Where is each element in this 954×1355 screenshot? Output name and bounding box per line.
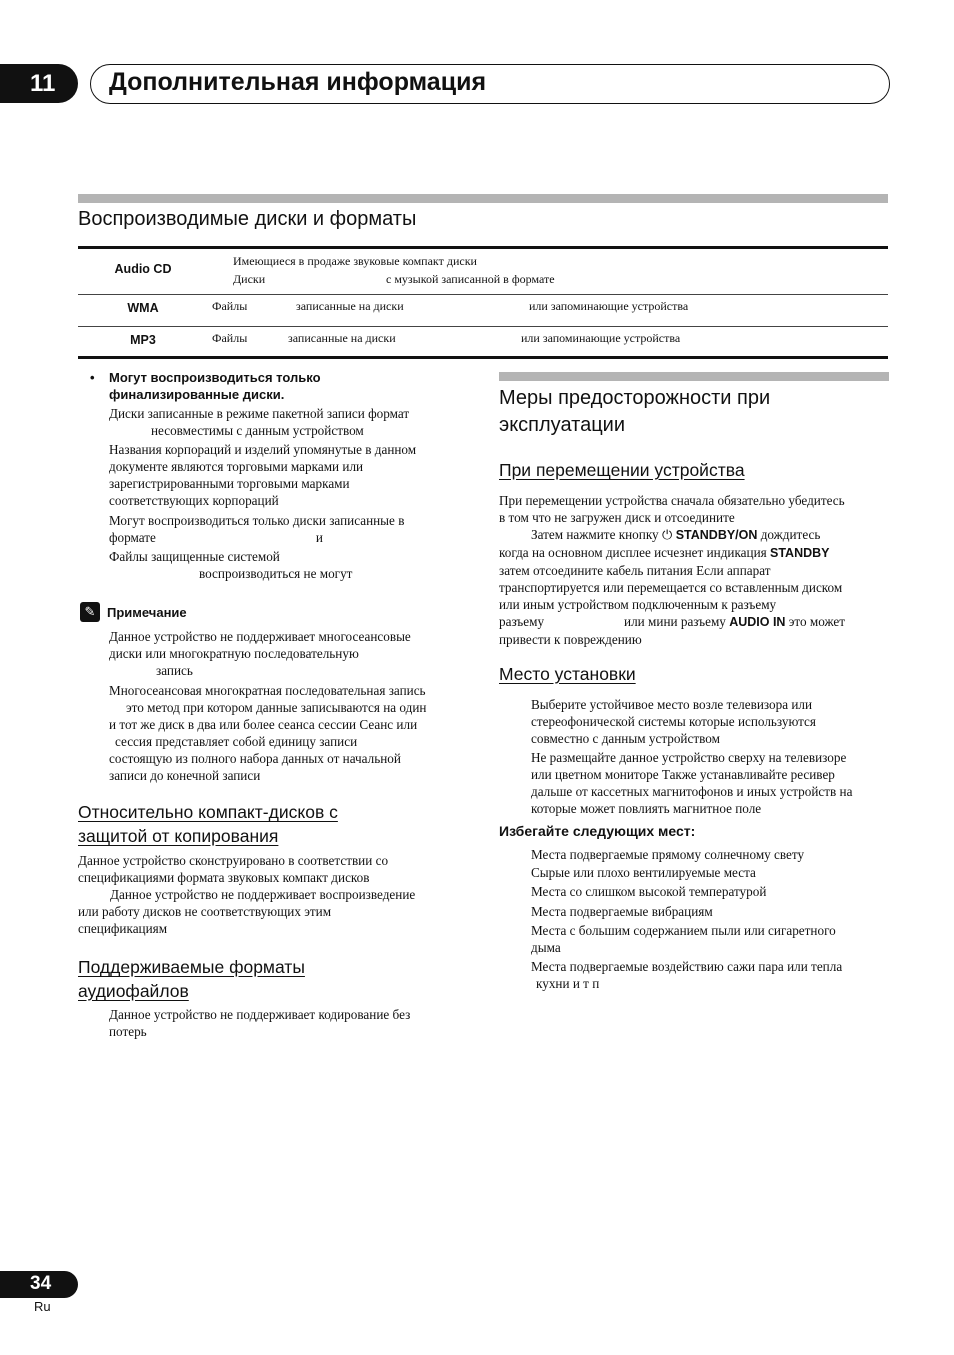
chapter-number: 11 [30,70,56,97]
section-divider-bar [78,194,888,203]
note-item: Данное устройство не поддерживает многосеансовые диски или многократную последовательную запись [109,629,411,678]
section-title-playable-discs: Воспроизводимые диски и форматы [78,208,417,230]
avoid-item: Места подвергаемые воздействию сажи пара или тепла кухни и т п [531,959,843,991]
table-top-rule [78,246,888,249]
chapter-title-frame [90,64,890,104]
paragraph: Данное устройство сконструировано в соответствии со спецификациями формата звуковых компакт дисков Данное устройство не поддерживает воспроизведение или работу дисков не соответствующих этим спецификациям [78,853,416,936]
bullet-heading-line: Могут воспроизводиться только [109,370,321,385]
table-cell: Файлы [212,299,248,313]
page-number-badge [0,1271,78,1298]
list-item: Не размещайте данное устройство сверху на телевизоре или цветном мониторе Также устанавливайте ресивер дальше от кассетных магнитофонов и иных устройств на которые может повлиять магнитное поле [531,750,853,816]
table-row-label: Audio CD [114,262,172,276]
avoid-item: Сырые или плохо вентилируемые места [531,865,756,880]
bullet-dot: • [90,370,95,385]
note-label: Примечание [107,605,187,620]
avoid-item: Места подвергаемые вибрациям [531,904,713,919]
list-item: Файлы защищенные системой воспроизводиться не могут [109,549,353,581]
list-item: Названия корпораций и изделий упомянутые в данном документе являются торговыми марками или зарегистрированными торговыми марками соответствующих корпораций [109,442,417,508]
table-cell: или запоминающие устройства [529,299,689,313]
language-code: Ru [34,1299,51,1314]
table-row-label: MP3 [130,333,156,347]
subsection-title-moving: При перемещении устройства [499,460,745,480]
table-cell: или запоминающие устройства [521,331,681,345]
bullet-heading-line: финализированные диски. [109,387,285,402]
page-number: 34 [30,1273,52,1294]
table-row-divider [78,294,888,295]
paragraph: Данное устройство не поддерживает кодирование без потерь [109,1007,411,1039]
chapter-number-badge [0,64,78,103]
power-icon: ⏻ [661,527,673,542]
list-item: Могут воспроизводиться только диски записанные в формате и [109,513,405,545]
list-item: Выберите устойчивое место возле телевизора или стереофонической системы которые используются совместно с данным устройством [531,697,816,746]
section-title-precautions: Меры предосторожности при эксплуатации [499,387,771,436]
table-cell: Диски [233,272,266,286]
table-cell: записанные на диски [288,331,396,345]
avoid-heading: Избегайте следующих мест: [499,823,696,839]
table-cell: Файлы [212,331,248,345]
subsection-title-audio-formats: Поддерживаемые форматы аудиофайлов [78,957,305,1001]
table-row-label: WMA [127,301,159,315]
section-divider-bar [499,372,889,381]
table-row-divider [78,326,888,327]
pencil-icon: ✎ [80,602,100,622]
bullet-heading [109,369,321,403]
subsection-title-placement: Место установки [499,664,636,684]
note-item: Многосеансовая многократная последовательная запись это метод при котором данные записываются на один и тот же диск в два или более сеанса сессии Сеанс или сессия представляет собой единицу записи состоящую из полного набора данных от начальной записи до конечной записи [109,683,427,783]
table-cell: с музыкой записанной в формате [386,272,555,286]
list-item: Диски записанные в режиме пакетной записи формат несовместимы с данным устройством [109,406,410,438]
avoid-item: Места со слишком высокой температурой [531,884,767,899]
subsection-title-copy-protect: Относительно компакт-дисков с защитой от копирования [78,802,338,846]
paragraph: При перемещении устройства сначала обязательно убедитесь в том что не загружен диск и отсоедините Затем нажмите кнопку ⏻ STANDBY/ON дождитесь когда на основном дисплее исчезнет индикация STANDBY затем отсоедините кабель питания Если аппарат транспортируется или перемещается со вставленным диском или иным устройством подключенным к разъему разъему или мини разъему AUDIO IN это может привести к повреждению [499,493,846,647]
avoid-item: Места с большим содержанием пыли или сигаретного дыма [531,923,836,955]
table-cell: Имеющиеся в продаже звуковые компакт диски [233,254,477,268]
avoid-item: Места подвергаемые прямому солнечному свету [531,847,805,862]
table-bottom-rule [78,356,888,359]
table-cell: записанные на диски [296,299,404,313]
chapter-title: Дополнительная информация [109,68,487,96]
